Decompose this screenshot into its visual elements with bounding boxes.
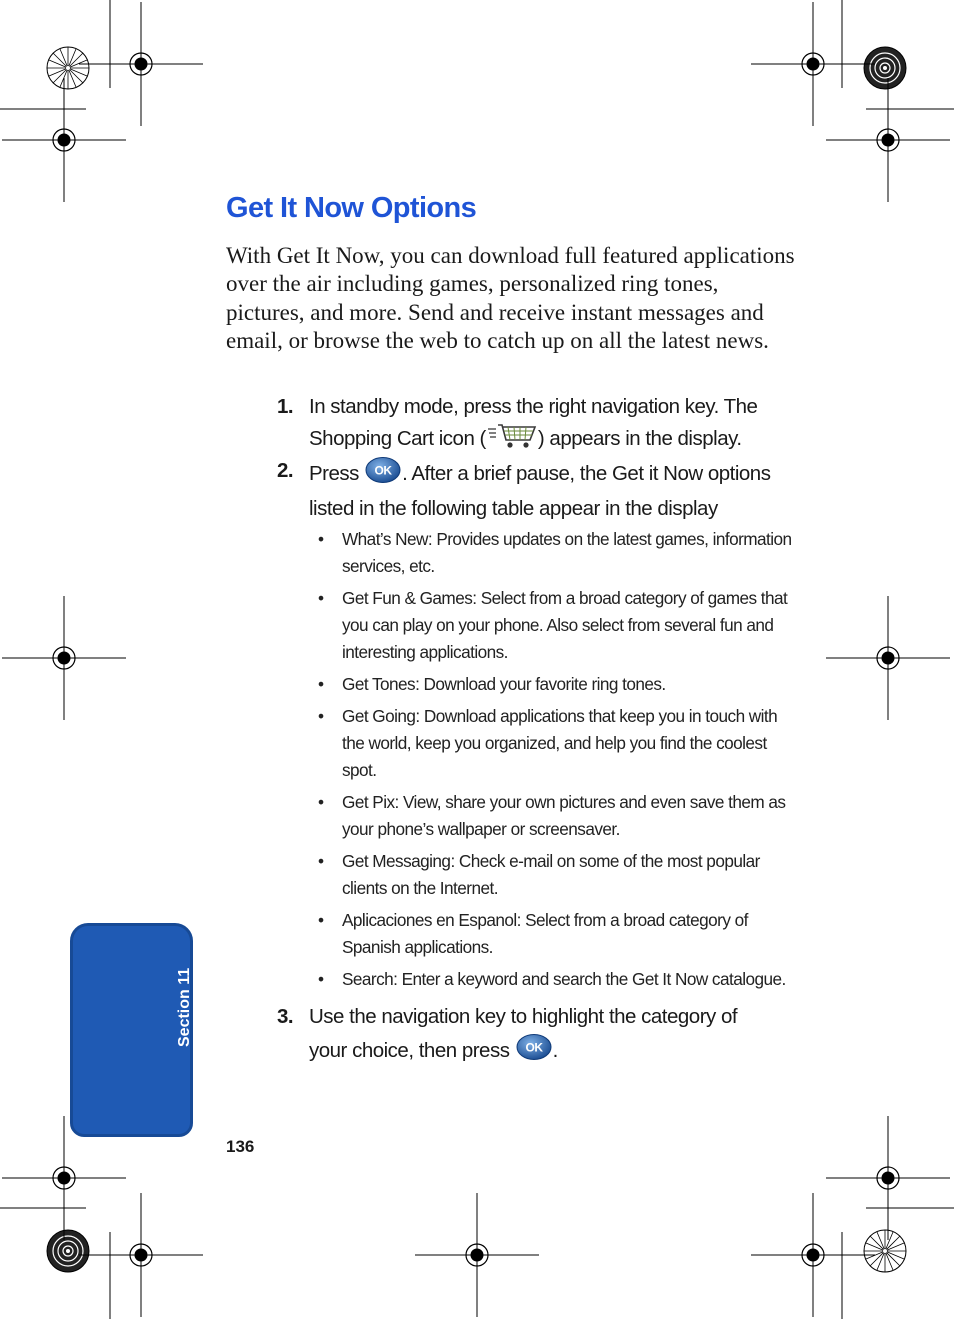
step-text: . [552, 1038, 558, 1062]
step-text: . After a brief pause, the Get it Now options [402, 461, 771, 485]
ok-button-icon [515, 1033, 553, 1070]
ok-label: OK [374, 463, 392, 478]
intro-paragraph: With Get It Now, you can download full featured applications over the air including games, personalized ring tones, pictures, and more. Send and receive instant messages and email, or browse the web to catch up on all the latest news. [226, 243, 795, 354]
step-number: 3. [277, 1005, 294, 1028]
list-item: • Get Tones: Download your favorite ring tones. [318, 674, 666, 694]
step-text: Use the navigation key to highlight the category of [309, 1005, 738, 1028]
page-number: 136 [226, 1137, 255, 1156]
step-text: Press [309, 461, 359, 485]
section-label: Section 11 [176, 967, 193, 1047]
step-number: 2. [277, 459, 294, 482]
ok-button-icon [364, 456, 402, 493]
list-item: • Get Going: Download applications that keep you in touch with the world, keep you organized, and help you find the coolest spot. [318, 706, 778, 780]
page-title: Get It Now Options [226, 192, 477, 224]
list-item: • Aplicaciones en Espanol: Select from a broad category of Spanish applications. [318, 910, 748, 957]
step-text: listed in the following table appear in the display [309, 497, 718, 520]
list-item: • Get Messaging: Check e-mail on some of the most popular clients on the Internet. [318, 851, 760, 898]
list-item: • Search: Enter a keyword and search the Get It Now catalogue. [318, 969, 786, 989]
section-tab [70, 923, 193, 1137]
step-text: your choice, then press [309, 1038, 510, 1062]
ok-label: OK [525, 1040, 543, 1055]
shopping-cart-icon [486, 420, 538, 459]
step-text: Shopping Cart icon ( [309, 426, 486, 450]
list-item: • Get Pix: View, share your own pictures and even save them as your phone’s wallpaper or screensaver. [318, 792, 786, 839]
list-item: • What’s New: Provides updates on the latest games, information services, etc. [318, 529, 792, 576]
step-text: In standby mode, press the right navigation key. The [309, 395, 758, 418]
step-number: 1. [277, 395, 294, 418]
step-text: ) appears in the display. [537, 426, 742, 450]
options-list [318, 526, 798, 998]
list-item: • Get Fun & Games: Select from a broad category of games that you can play on your phone. Also select from several fun and interesting applications. [318, 588, 788, 662]
